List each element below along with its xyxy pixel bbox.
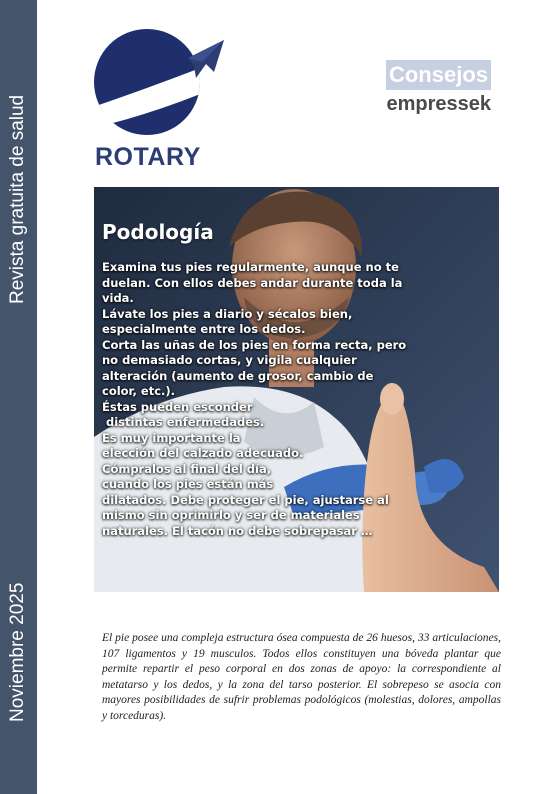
issue-date: Noviembre 2025	[7, 582, 28, 722]
feature-line: Examina tus pies regularmente, aunque no te	[102, 260, 399, 274]
feature-line: vida.	[102, 291, 134, 305]
feature-line: Es muy importante la	[102, 430, 241, 445]
sidebar-band	[0, 0, 37, 794]
feature-line: dilatados. Debe proteger el pie, ajustarse al	[102, 492, 389, 507]
feature-photo	[94, 187, 499, 592]
feature-line: especialmente entre los dedos.	[102, 322, 306, 336]
feature-line: duelan. Con ellos debes andar durante toda la	[102, 275, 403, 290]
feature-line: Cómpralos al final del día,	[102, 461, 272, 476]
feature-line: distintas enfermedades.	[102, 415, 265, 429]
feature-line: alteración (aumento de grosor, cambio de	[102, 368, 374, 383]
magazine-tagline: Revista gratuita de salud	[7, 94, 28, 304]
feature-line: elección del calzado adecuado.	[102, 446, 304, 460]
feature-line: Corta las uñas de los pies en forma recta, pero	[102, 337, 407, 352]
intro-paragraph: El pie posee una compleja estructura ósea compuesta de 26 huesos, 33 articulaciones, 107 ligamentos y 19 musculos. Todos ellos constituyen una bóveda plantar que permite repartir el peso corporal en dos zonas de apoyo: la correspondiente al metatarso y los dedos, y la zona del tarso posterior. El sobrepeso se asocia con mayores posibilidades de sufrir problemas podológicos (molestias, dolores, ampollas y torceduras).	[102, 632, 501, 722]
feature-line: mismo sin oprimirlo y ser de materiales	[102, 508, 360, 522]
feature-line: no demasiado cortas, y vigila cualquier	[102, 353, 357, 367]
feature-text	[102, 260, 407, 539]
feature-line: cuando los pies están más	[102, 477, 274, 491]
feature-line: Lávate los pies a diario y sécalos bien,	[102, 306, 353, 321]
feature-title: Podología	[102, 220, 214, 244]
header-block	[386, 60, 491, 116]
section-label: Consejos	[386, 60, 491, 90]
feature-line: naturales. El tacón no debe sobrepasar …	[102, 523, 373, 538]
brand-wordmark: ROTARY	[95, 143, 201, 171]
feature-line: color, etc.).	[102, 384, 176, 398]
feature-line: Éstas pueden esconder	[102, 399, 253, 414]
company-name: empressek	[386, 93, 491, 115]
